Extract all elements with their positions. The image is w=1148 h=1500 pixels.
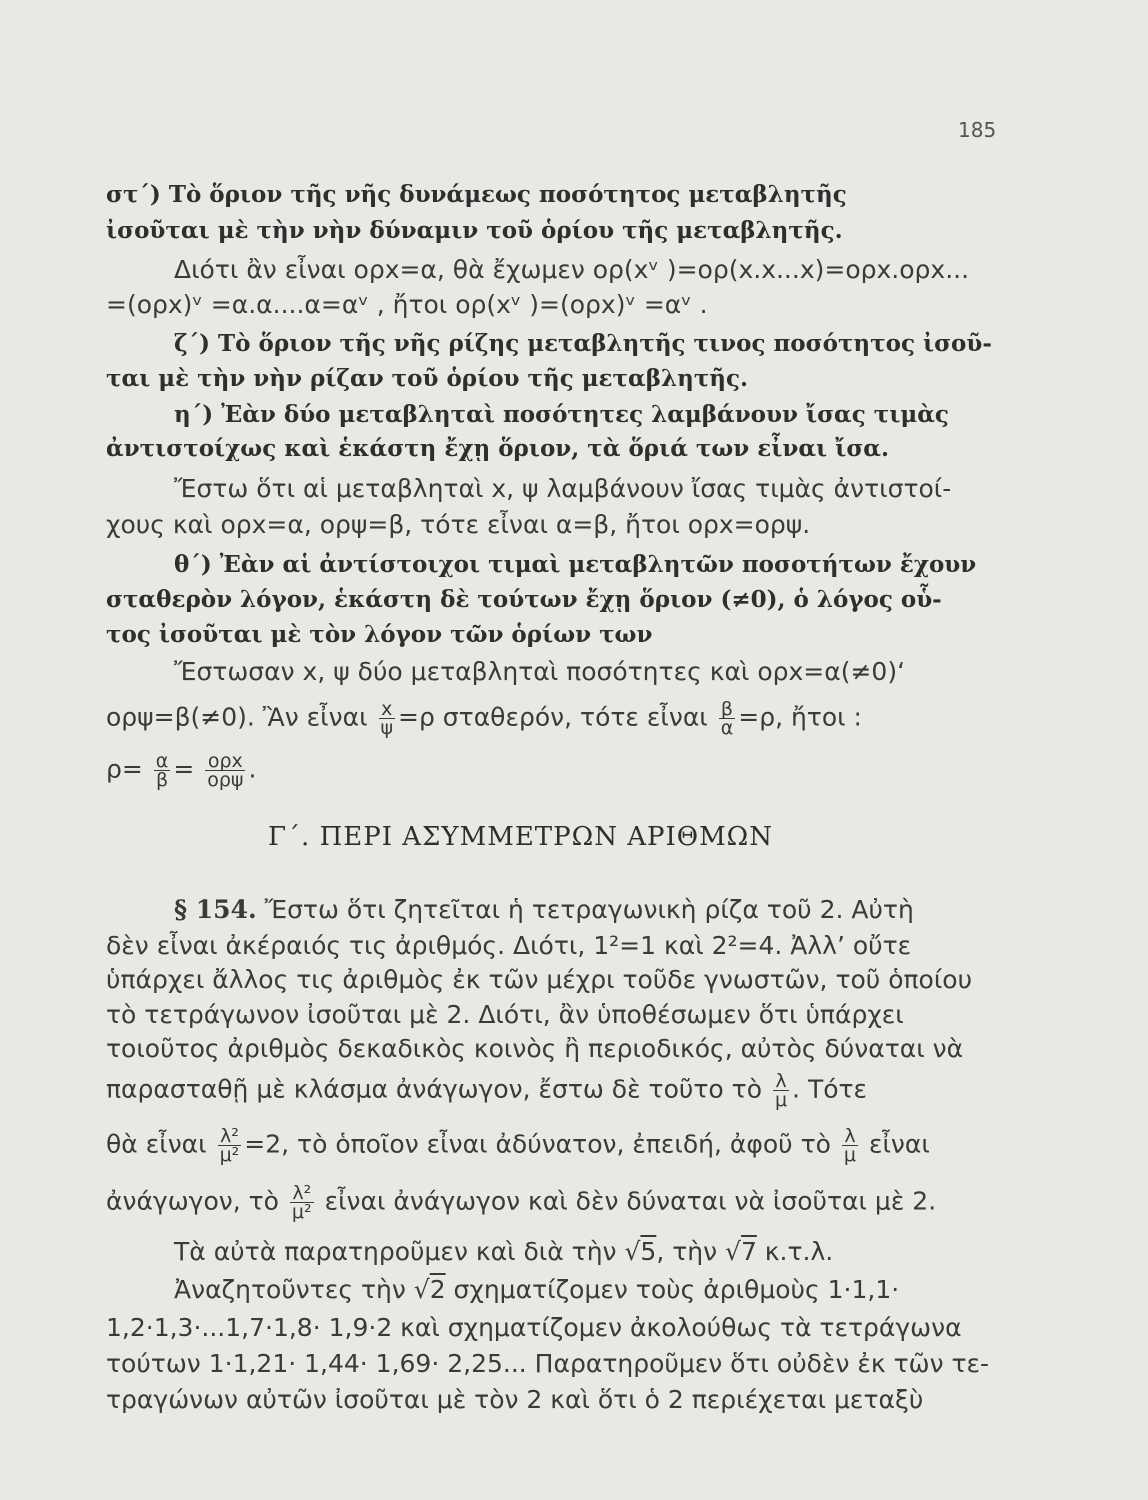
par154-line4: τὸ τετράγωνον ἰσοῦται μὲ 2. Διότι, ἂν ὑποθέσωμεν ὅτι ὑπάρχει bbox=[106, 1000, 904, 1029]
fraction-orx-over-orpsi: $\frac{\text{ορx}}{\text{ορψ}}$ bbox=[207, 750, 244, 791]
equation-equals: = bbox=[173, 754, 195, 784]
fraction-lambda2-over-mu2-2: $\frac{\text{λ²}}{\text{μ²}}$ bbox=[291, 1182, 312, 1223]
theorem-z-line1: ζ΄) Τὸ ὅριον τῆς νῆς ρίζης μεταβλητῆς τινος ποσότητος ἰσοῦ- bbox=[174, 330, 992, 357]
equation-rho: ρ= bbox=[106, 754, 143, 784]
theorem-th-line3: τος ἰσοῦται μὲ τὸν λόγον τῶν ὁρίων των bbox=[106, 621, 653, 648]
theorem-h-line2: ἀντιστοίχως καὶ ἑκάστη ἔχῃ ὅριον, τὰ ὅριά των εἶναι ἴσα. bbox=[106, 435, 889, 462]
equation-period: . bbox=[248, 754, 257, 784]
par2-text3: κ.τ.λ. bbox=[756, 1237, 834, 1266]
fraction-alpha-over-beta: $\frac{\alpha}{\beta}$ bbox=[155, 750, 169, 791]
theorem-h-line1: η΄) Ἐὰν δύο μεταβληταὶ ποσότητες λαμβάνουν ἴσας τιμὰς bbox=[174, 401, 949, 428]
par3-line1 bbox=[174, 1273, 1074, 1307]
fraction-lambda2-over-mu2: $\frac{\text{λ²}}{\text{μ²}}$ bbox=[219, 1125, 240, 1166]
par3-line2: 1,2·1,3·...1,7·1,8· 1,9·2 καὶ σχηματίζομεν ἀκολούθως τὰ τετράγωνα bbox=[106, 1313, 962, 1342]
fraction-x-over-psi: $\frac{x}{\psi}$ bbox=[380, 698, 394, 739]
par154-line8-text1: ἀνάγωγον, τὸ bbox=[106, 1186, 279, 1216]
par154-line2: δὲν εἶναι ἀκέραιός τις ἀριθμός. Διότι, 1²=1 καὶ 2²=4. Ἀλλ’ οὔτε bbox=[106, 931, 912, 960]
par154-line8 bbox=[106, 1184, 1006, 1221]
par154-line7-text2: =2, τὸ ὁποῖον εἶναι ἀδύνατον, ἐπειδή, ἀφοῦ τὸ bbox=[244, 1129, 831, 1159]
proof-st-line1: Διότι ἂν εἶναι ορx=α, θὰ ἔχωμεν ορ(xᵛ )=ορ(x.x...x)=ορx.ορx... bbox=[174, 255, 970, 284]
proof-th-line2-part1: ορψ=β(≠0). Ἂν εἶναι bbox=[106, 702, 368, 732]
proof-th-line1: Ἔστωσαν x, ψ δύο μεταβληταὶ ποσότητες καὶ ορx=α(≠0)‘ bbox=[174, 657, 906, 686]
section-heading: Γ΄. ΠΕΡΙ ΑΣΥΜΜΕΤΡΩΝ ΑΡΙΘΜΩΝ bbox=[268, 822, 773, 852]
fraction-lambda-over-mu-2: $\frac{\lambda}{\mu}$ bbox=[843, 1125, 856, 1166]
radicand-5: 5 bbox=[640, 1237, 657, 1266]
par154-line5: τοιοῦτος ἀριθμὸς δεκαδικὸς κοινὸς ἢ περιοδικός, αὐτὸς δύναται νὰ bbox=[106, 1034, 964, 1063]
section-number: § 154. bbox=[174, 895, 257, 924]
par2-line1 bbox=[174, 1235, 1074, 1269]
proof-th-equation bbox=[106, 752, 1006, 789]
par2-text2: , τὴν √ bbox=[656, 1237, 741, 1266]
par154-line6 bbox=[106, 1072, 1006, 1109]
par154-line6-end: . Τότε bbox=[792, 1074, 868, 1104]
par154-line7-text3: εἶναι bbox=[868, 1129, 930, 1159]
par3-text2: σχηματίζομεν τοὺς ἀριθμοὺς 1·1,1· bbox=[445, 1275, 900, 1304]
par3-text1: Ἀναζητοῦντες τὴν √ bbox=[174, 1275, 430, 1304]
par154-line3: ὑπάρχει ἄλλος τις ἀριθμὸς ἐκ τῶν μέχρι τοῦδε γνωστῶν, τοῦ ὁποίου bbox=[106, 965, 973, 994]
fraction-beta-over-alpha: $\frac{\beta}{\alpha}$ bbox=[720, 698, 734, 739]
theorem-z-line2: ται μὲ τὴν νὴν ρίζαν τοῦ ὁρίου τῆς μεταβλητῆς. bbox=[106, 365, 749, 392]
proof-h-line2: χους καὶ ορx=α, ορψ=β, τότε εἶναι α=β, ἤτοι ορx=ορψ. bbox=[106, 510, 811, 539]
proof-h-line1: Ἔστω ὅτι αἱ μεταβληταὶ x, ψ λαμβάνουν ἴσας τιμὰς ἀντιστοί- bbox=[174, 474, 952, 503]
par2-text1: Τὰ αὐτὰ παρατηροῦμεν καὶ διὰ τὴν √ bbox=[174, 1237, 641, 1266]
radicand-7: 7 bbox=[740, 1237, 757, 1266]
par154-line7 bbox=[106, 1127, 1006, 1164]
theorem-st-line2: ἰσοῦται μὲ τὴν νὴν δύναμιν τοῦ ὁρίου τῆς μεταβλητῆς. bbox=[106, 217, 843, 244]
proof-st-line2: =(ορx)ᵛ =α.α....α=αᵛ , ἤτοι ορ(xᵛ )=(ορx)ᵛ =αᵛ . bbox=[106, 290, 708, 319]
proof-th-line2 bbox=[106, 700, 1006, 737]
par154-line8-text2: εἶναι ἀνάγωγον καὶ δὲν δύναται νὰ ἰσοῦται μὲ 2. bbox=[324, 1186, 937, 1216]
theorem-th-line1: θ΄) Ἐὰν αἱ ἀντίστοιχοι τιμαὶ μεταβλητῶν ποσοτήτων ἔχουν bbox=[174, 551, 977, 578]
par154-line1-text: Ἔστω ὅτι ζητεῖται ἡ τετραγωνικὴ ρίζα τοῦ 2. Αὐτὴ bbox=[264, 895, 914, 924]
page-number: 185 bbox=[958, 118, 997, 142]
fraction-lambda-over-mu: $\frac{\lambda}{\mu}$ bbox=[774, 1070, 788, 1111]
proof-th-line2-part3: =ρ, ἤτοι : bbox=[738, 702, 862, 732]
par154-line6-text: παρασταθῇ μὲ κλάσμα ἀνάγωγον, ἔστω δὲ τοῦτο τὸ bbox=[106, 1074, 762, 1104]
par154-line7-text1: θὰ εἶναι bbox=[106, 1129, 207, 1159]
par3-line4: τραγώνων αὐτῶν ἰσοῦται μὲ τὸν 2 καὶ ὅτι ὁ 2 περιέχεται μεταξὺ bbox=[106, 1385, 924, 1414]
theorem-st-line1: στ΄) Τὸ ὅριον τῆς νῆς δυνάμεως ποσότητος μεταβλητῆς bbox=[106, 181, 847, 208]
theorem-th-line2: σταθερὸν λόγον, ἑκάστη δὲ τούτων ἔχῃ ὅριον (≠0), ὁ λόγος οὗ- bbox=[106, 586, 942, 613]
proof-th-line2-part2: =ρ σταθερόν, τότε εἶναι bbox=[398, 702, 708, 732]
par154-line1 bbox=[174, 893, 1074, 927]
par3-line3: τούτων 1·1,21· 1,44· 1,69· 2,25... Παρατηροῦμεν ὅτι οὐδὲν ἐκ τῶν τε- bbox=[106, 1349, 990, 1378]
radicand-2: 2 bbox=[429, 1275, 446, 1304]
